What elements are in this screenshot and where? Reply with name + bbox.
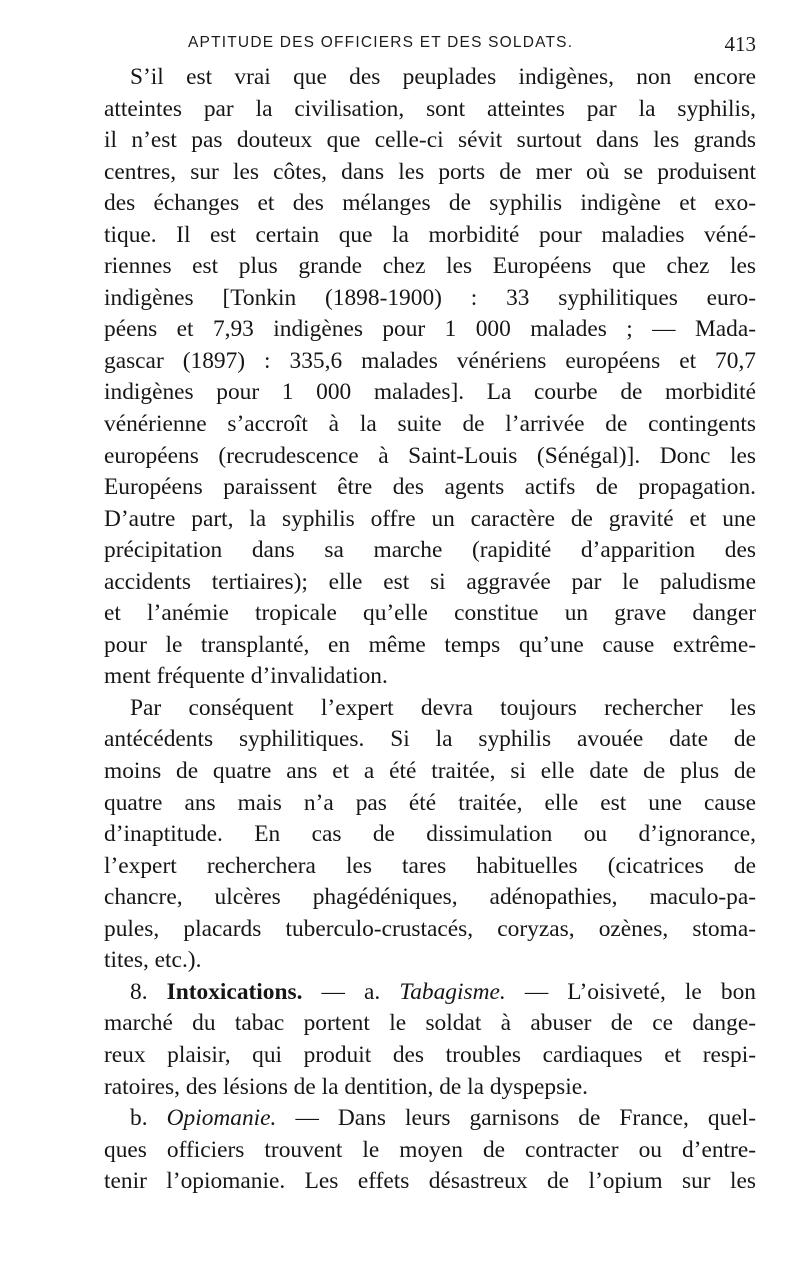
- text-line: tenir l’opiomanie. Les effets désastreux de l’opium sur les: [104, 1168, 756, 1195]
- section-intoxications: [104, 977, 756, 1198]
- running-title: APTITUDE DES OFFICIERS ET DES SOLDATS.: [188, 34, 574, 51]
- text-fragment: — Dans leurs garnisons de France, quel-: [295, 1105, 756, 1132]
- text-line: marché du tabac portent le soldat à abuser de ce dange-: [104, 1010, 756, 1037]
- page-number: 413: [724, 32, 756, 56]
- subsection-b-title: Opiomanie.: [166, 1105, 277, 1132]
- text-line: indigènes [Tonkin (1898-1900) : 33 syphilitiques euro-: [104, 284, 756, 311]
- text-line: européens (recrudescence à Saint-Louis (Sénégal)]. Donc les: [104, 442, 756, 469]
- text-line: accidents tertiaires); elle est si aggravée par le paludisme: [104, 568, 756, 595]
- text-line: D’autre part, la syphilis offre un caractère de gravité et une: [104, 505, 756, 532]
- text-line: pour le transplanté, en même temps qu’une cause extrême-: [104, 631, 756, 658]
- text-line: atteintes par la civilisation, sont atteintes par la syphilis,: [104, 95, 756, 122]
- text-line: et l’anémie tropicale qu’elle constitue un grave danger: [104, 600, 756, 627]
- text-line: riennes est plus grande chez les Européens que chez les: [104, 253, 756, 280]
- subsection-a-title: Tabagisme.: [399, 978, 506, 1005]
- section-heading: Intoxications.: [166, 978, 303, 1005]
- text-line: Européens paraissent être des agents actifs de propagation.: [104, 474, 756, 501]
- text-line: ment fréquente d’invalidation.: [104, 663, 388, 690]
- text-line: tique. Il est certain que la morbidité pour maladies véné-: [104, 221, 756, 248]
- text-line: il n’est pas douteux que celle-ci sévit surtout dans les grands: [104, 127, 756, 154]
- subsection-b-label: b.: [130, 1105, 148, 1132]
- page-body: [104, 62, 756, 1198]
- text-line: pules, placards tuberculo-crustacés, coryzas, ozènes, stoma-: [104, 915, 756, 942]
- subsection-b-line: [104, 1103, 756, 1135]
- text-line: Par conséquent l’expert devra toujours rechercher les: [130, 694, 756, 721]
- text-line: reux plaisir, qui produit des troubles cardiaques et respi-: [104, 1041, 756, 1068]
- text-line: d’inaptitude. En cas de dissimulation ou d’ignorance,: [104, 821, 756, 848]
- text-line: moins de quatre ans et a été traitée, si elle date de plus de: [104, 758, 756, 785]
- text-line: gascar (1897) : 335,6 malades vénériens européens et 70,7: [104, 347, 756, 374]
- text-fragment: — L’oisiveté, le bon: [524, 978, 756, 1005]
- text-line: indigènes pour 1 000 malades]. La courbe de morbidité: [104, 379, 756, 406]
- section-number: 8.: [130, 978, 148, 1005]
- running-header: [104, 34, 756, 58]
- text-line: chancre, ulcères phagédéniques, adénopathies, maculo-pa-: [104, 884, 756, 911]
- text-line: antécédents syphilitiques. Si la syphilis avouée date de: [104, 726, 756, 753]
- text-line: centres, sur les côtes, dans les ports de mer où se produisent: [104, 158, 756, 185]
- text-line: ques officiers trouvent le moyen de contracter ou d’entre-: [104, 1136, 756, 1163]
- text-line: l’expert recherchera les tares habituelles (cicatrices de: [104, 852, 756, 879]
- text-line: ratoires, des lésions de la dentition, de la dyspepsie.: [104, 1073, 588, 1100]
- text-line: péens et 7,93 indigènes pour 1 000 malades ; — Mada-: [104, 316, 756, 343]
- text-line: S’il est vrai que des peuplades indigènes, non encore: [130, 64, 756, 90]
- section-heading-line: [104, 977, 756, 1009]
- text-line: vénérienne s’accroît à la suite de l’arrivée de contingents: [104, 411, 756, 438]
- paragraph-expert: [104, 693, 756, 977]
- text-line: quatre ans mais n’a pas été traitée, elle est une cause: [104, 789, 756, 816]
- text-line: précipitation dans sa marche (rapidité d’apparition des: [104, 537, 756, 564]
- text-line: des échanges et des mélanges de syphilis indigène et exo-: [104, 190, 756, 217]
- subsection-a-label: — a.: [321, 978, 381, 1005]
- paragraph-syphilis: [104, 62, 756, 693]
- text-line: tites, etc.).: [104, 947, 202, 974]
